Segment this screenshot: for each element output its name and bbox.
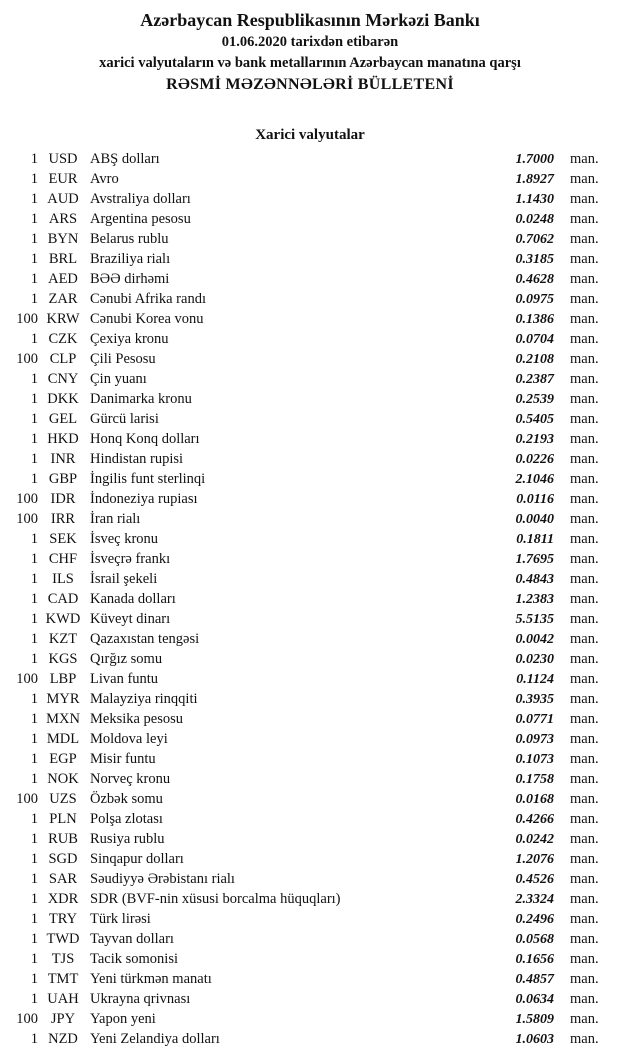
rate-value-cell: 0.0226	[515, 452, 554, 467]
currency-name-cell: Yeni türkmən manatı	[90, 971, 212, 987]
unit-label-cell: man.	[570, 191, 599, 207]
currency-name-cell: BƏƏ dirhəmi	[90, 271, 170, 287]
rate-value-cell: 1.0603	[515, 1032, 554, 1047]
currency-name-cell: Tacik somonisi	[90, 951, 178, 967]
quantity-cell: 100	[16, 791, 38, 807]
currency-name-cell: Danimarka kronu	[90, 391, 192, 407]
currency-name-cell: Kanada dolları	[90, 591, 176, 607]
rate-value-cell: 0.4526	[515, 872, 554, 887]
currency-name-cell: Avstraliya dolları	[90, 191, 191, 207]
unit-label-cell: man.	[570, 171, 599, 187]
quantity-cell: 1	[30, 531, 38, 547]
currency-code-cell: MXN	[46, 711, 80, 727]
currency-code-cell: SEK	[49, 531, 77, 547]
currency-name-cell: İsveç kronu	[90, 531, 159, 547]
unit-label-cell: man.	[570, 691, 599, 707]
currency-code-cell: USD	[48, 151, 78, 167]
unit-label-cell: man.	[570, 531, 599, 547]
rate-row	[0, 889, 620, 909]
rate-row	[0, 349, 620, 369]
currency-name-cell: Səudiyyə Ərəbistanı rialı	[90, 871, 235, 887]
rate-row	[0, 969, 620, 989]
unit-label-cell: man.	[570, 951, 599, 967]
rate-value-cell: 0.0242	[515, 832, 554, 847]
rate-row	[0, 1009, 620, 1029]
quantity-cell: 1	[30, 331, 38, 347]
currency-name-cell: Meksika pesosu	[90, 711, 184, 727]
quantity-cell: 1	[30, 391, 38, 407]
unit-label-cell: man.	[570, 211, 599, 227]
currency-name-cell: İngilis funt sterlinqi	[90, 471, 206, 487]
currency-name-cell: Honq Konq dolları	[90, 431, 200, 447]
rate-row	[0, 309, 620, 329]
currency-code-cell: UZS	[49, 791, 77, 807]
unit-label-cell: man.	[570, 391, 599, 407]
unit-label-cell: man.	[570, 871, 599, 887]
quantity-cell: 1	[30, 971, 38, 987]
currency-name-cell: Qırğız somu	[90, 651, 163, 667]
currency-code-cell: SAR	[48, 871, 78, 887]
quantity-cell: 1	[30, 911, 38, 927]
rate-row	[0, 429, 620, 449]
rate-value-cell: 0.0248	[515, 212, 554, 227]
rate-row	[0, 729, 620, 749]
currency-name-cell: Yapon yeni	[90, 1011, 156, 1027]
rate-value-cell: 0.3935	[515, 692, 554, 707]
unit-label-cell: man.	[570, 851, 599, 867]
rate-row	[0, 749, 620, 769]
rate-row	[0, 629, 620, 649]
unit-label-cell: man.	[570, 471, 599, 487]
unit-label-cell: man.	[570, 811, 599, 827]
currency-name-cell: Çexiya kronu	[90, 331, 169, 347]
unit-label-cell: man.	[570, 511, 599, 527]
rate-row	[0, 669, 620, 689]
rate-value-cell: 0.1124	[516, 672, 554, 687]
currency-name-cell: Moldova leyi	[90, 731, 168, 747]
quantity-cell: 1	[30, 591, 38, 607]
currency-code-cell: KWD	[45, 611, 81, 627]
currency-name-cell: Hindistan rupisi	[90, 451, 184, 467]
unit-label-cell: man.	[570, 971, 599, 987]
rate-value-cell: 0.4266	[515, 812, 554, 827]
currency-code-cell: HKD	[47, 431, 79, 447]
quantity-cell: 100	[16, 671, 38, 687]
rate-row	[0, 469, 620, 489]
quantity-cell: 1	[30, 611, 38, 627]
rate-value-cell: 0.0973	[515, 732, 554, 747]
currency-code-cell: LBP	[49, 671, 77, 687]
section-title-foreign-currencies: Xarici valyutalar	[255, 127, 365, 143]
unit-label-cell: man.	[570, 891, 599, 907]
bulletin-header	[0, 0, 620, 96]
currency-code-cell: XDR	[47, 891, 79, 907]
quantity-cell: 1	[30, 631, 38, 647]
unit-label-cell: man.	[570, 791, 599, 807]
quantity-cell: 1	[30, 431, 38, 447]
rate-value-cell: 1.2383	[515, 592, 554, 607]
rate-value-cell: 0.2108	[515, 352, 554, 367]
rate-row	[0, 989, 620, 1009]
quantity-cell: 100	[16, 351, 38, 367]
rate-row	[0, 909, 620, 929]
currency-name-cell: Norveç kronu	[90, 771, 171, 787]
rate-value-cell: 1.8927	[515, 172, 554, 187]
currency-name-cell: Rusiya rublu	[90, 831, 165, 847]
currency-name-cell: Çili Pesosu	[90, 351, 156, 367]
quantity-cell: 1	[30, 751, 38, 767]
currency-code-cell: IRR	[50, 511, 76, 527]
unit-label-cell: man.	[570, 931, 599, 947]
currency-name-cell: İsrail şekeli	[90, 571, 158, 587]
rate-value-cell: 0.1386	[515, 312, 554, 327]
unit-label-cell: man.	[570, 151, 599, 167]
currency-code-cell: NOK	[47, 771, 79, 787]
currency-name-cell: İran rialı	[90, 511, 141, 527]
rate-value-cell: 0.1758	[515, 772, 554, 787]
quantity-cell: 1	[30, 651, 38, 667]
rate-value-cell: 0.4857	[515, 972, 554, 987]
unit-label-cell: man.	[570, 411, 599, 427]
rate-value-cell: 0.2496	[515, 912, 554, 927]
quantity-cell: 1	[30, 171, 38, 187]
currency-code-cell: IDR	[50, 491, 76, 507]
rate-row	[0, 849, 620, 869]
rate-row	[0, 829, 620, 849]
currency-name-cell: Türk lirəsi	[90, 911, 151, 927]
rate-value-cell: 0.5405	[515, 412, 554, 427]
currency-code-cell: GEL	[48, 411, 78, 427]
unit-label-cell: man.	[570, 711, 599, 727]
unit-label-cell: man.	[570, 271, 599, 287]
currency-code-cell: UAH	[47, 991, 79, 1007]
unit-label-cell: man.	[570, 591, 599, 607]
unit-label-cell: man.	[570, 751, 599, 767]
currency-code-cell: TJS	[51, 951, 75, 967]
currency-code-cell: CNY	[47, 371, 79, 387]
quantity-cell: 1	[30, 991, 38, 1007]
rate-row	[0, 249, 620, 269]
quantity-cell: 1	[30, 931, 38, 947]
currency-code-cell: CLP	[49, 351, 77, 367]
quantity-cell: 100	[16, 311, 38, 327]
currency-name-cell: Malayziya rinqqiti	[90, 691, 198, 707]
quantity-cell: 1	[30, 231, 38, 247]
currency-code-cell: BYN	[47, 231, 79, 247]
quantity-cell: 1	[30, 251, 38, 267]
unit-label-cell: man.	[570, 1031, 599, 1047]
rate-row	[0, 789, 620, 809]
currency-code-cell: TMT	[47, 971, 79, 987]
unit-label-cell: man.	[570, 671, 599, 687]
rate-value-cell: 0.2387	[515, 372, 554, 387]
quantity-cell: 1	[30, 851, 38, 867]
currency-code-cell: PLN	[49, 811, 77, 827]
rate-value-cell: 0.1656	[515, 952, 554, 967]
rate-value-cell: 0.0168	[515, 792, 554, 807]
unit-label-cell: man.	[570, 551, 599, 567]
quantity-cell: 1	[30, 891, 38, 907]
unit-label-cell: man.	[570, 771, 599, 787]
currency-name-cell: Ukrayna qrivnası	[90, 991, 191, 1007]
rate-row	[0, 149, 620, 169]
currency-code-cell: AED	[48, 271, 78, 287]
currency-code-cell: ZAR	[48, 291, 78, 307]
unit-label-cell: man.	[570, 1011, 599, 1027]
rate-value-cell: 0.1811	[516, 532, 554, 547]
rate-row	[0, 589, 620, 609]
quantity-cell: 1	[30, 1031, 38, 1047]
currency-code-cell: CZK	[48, 331, 78, 347]
quantity-cell: 100	[16, 511, 38, 527]
rate-value-cell: 0.2193	[515, 432, 554, 447]
currency-code-cell: GBP	[48, 471, 78, 487]
rate-row	[0, 709, 620, 729]
currency-code-cell: ARS	[48, 211, 78, 227]
currency-code-cell: KZT	[48, 631, 78, 647]
quantity-cell: 1	[30, 871, 38, 887]
bulletin-title: RƏSMİ MƏZƏNNƏLƏRİ BÜLLETENİ	[166, 76, 454, 93]
currency-name-cell: Çin yuanı	[90, 371, 147, 387]
quantity-cell: 100	[16, 1011, 38, 1027]
currency-name-cell: Özbək somu	[90, 791, 163, 807]
unit-label-cell: man.	[570, 631, 599, 647]
currency-code-cell: DKK	[47, 391, 79, 407]
unit-label-cell: man.	[570, 831, 599, 847]
rate-row	[0, 569, 620, 589]
rate-row	[0, 289, 620, 309]
quantity-cell: 1	[30, 771, 38, 787]
currency-code-cell: EUR	[48, 171, 78, 187]
currency-code-cell: NZD	[48, 1031, 78, 1047]
unit-label-cell: man.	[570, 571, 599, 587]
rate-row	[0, 389, 620, 409]
currency-name-cell: Gürcü larisi	[90, 411, 159, 427]
unit-label-cell: man.	[570, 371, 599, 387]
quantity-cell: 100	[16, 491, 38, 507]
currency-code-cell: RUB	[48, 831, 78, 847]
rate-value-cell: 0.0634	[515, 992, 554, 1007]
quantity-cell: 1	[30, 271, 38, 287]
rate-value-cell: 0.0704	[515, 332, 554, 347]
rate-value-cell: 1.7000	[515, 152, 554, 167]
currency-name-cell: Cənubi Korea vonu	[90, 311, 204, 327]
rate-value-cell: 1.7695	[515, 552, 554, 567]
effective-date-line: 01.06.2020 tarixdən etibarən	[221, 34, 399, 50]
rate-value-cell: 1.2076	[515, 852, 554, 867]
currency-name-cell: Livan funtu	[90, 671, 159, 687]
currency-name-cell: Qazaxıstan tengəsi	[90, 631, 200, 647]
rate-value-cell: 0.0568	[515, 932, 554, 947]
rate-row	[0, 929, 620, 949]
rate-row	[0, 529, 620, 549]
unit-label-cell: man.	[570, 311, 599, 327]
unit-label-cell: man.	[570, 431, 599, 447]
unit-label-cell: man.	[570, 231, 599, 247]
rate-value-cell: 2.1046	[515, 472, 554, 487]
rate-row	[0, 229, 620, 249]
currency-code-cell: CAD	[47, 591, 79, 607]
rate-value-cell: 0.0040	[515, 512, 554, 527]
rate-row	[0, 609, 620, 629]
rate-row	[0, 489, 620, 509]
unit-label-cell: man.	[570, 291, 599, 307]
currency-name-cell: Braziliya rialı	[90, 251, 171, 267]
rate-value-cell: 0.0975	[515, 292, 554, 307]
currency-name-cell: ABŞ dolları	[90, 151, 160, 167]
rate-row	[0, 809, 620, 829]
currency-code-cell: KGS	[48, 651, 78, 667]
unit-label-cell: man.	[570, 911, 599, 927]
unit-label-cell: man.	[570, 991, 599, 1007]
quantity-cell: 1	[30, 191, 38, 207]
currency-code-cell: TWD	[46, 931, 80, 947]
rate-row	[0, 509, 620, 529]
rate-row	[0, 209, 620, 229]
quantity-cell: 1	[30, 711, 38, 727]
unit-label-cell: man.	[570, 651, 599, 667]
currency-name-cell: İndoneziya rupiası	[90, 491, 198, 507]
subject-line: xarici valyutaların və bank metallarının Azərbaycan manatına qarşı	[99, 55, 521, 71]
quantity-cell: 1	[30, 451, 38, 467]
rate-value-cell: 0.0771	[515, 712, 554, 727]
currency-code-cell: INR	[50, 451, 76, 467]
currency-code-cell: SGD	[48, 851, 78, 867]
rate-row	[0, 949, 620, 969]
rate-value-cell: 0.4843	[515, 572, 554, 587]
quantity-cell: 1	[30, 291, 38, 307]
rate-value-cell: 0.7062	[515, 232, 554, 247]
quantity-cell: 1	[30, 151, 38, 167]
quantity-cell: 1	[30, 571, 38, 587]
rate-row	[0, 649, 620, 669]
currency-code-cell: CHF	[48, 551, 78, 567]
quantity-cell: 1	[30, 551, 38, 567]
currency-name-cell: Cənubi Afrika randı	[90, 291, 206, 307]
rate-value-cell: 1.5809	[515, 1012, 554, 1027]
rate-value-cell: 2.3324	[515, 892, 554, 907]
quantity-cell: 1	[30, 411, 38, 427]
unit-label-cell: man.	[570, 251, 599, 267]
rate-row	[0, 369, 620, 389]
unit-label-cell: man.	[570, 351, 599, 367]
currency-code-cell: KRW	[46, 311, 80, 327]
rate-row	[0, 689, 620, 709]
currency-code-cell: EGP	[49, 751, 77, 767]
currency-name-cell: Misir funtu	[90, 751, 156, 767]
quantity-cell: 1	[30, 951, 38, 967]
rate-row	[0, 1029, 620, 1049]
quantity-cell: 1	[30, 731, 38, 747]
currency-name-cell: Argentina pesosu	[90, 211, 191, 227]
rate-value-cell: 1.1430	[515, 192, 554, 207]
rate-row	[0, 269, 620, 289]
rate-value-cell: 0.0042	[515, 632, 554, 647]
rate-value-cell: 0.0230	[515, 652, 554, 667]
rates-table	[0, 149, 620, 1049]
quantity-cell: 1	[30, 211, 38, 227]
rate-row	[0, 549, 620, 569]
quantity-cell: 1	[30, 831, 38, 847]
rate-row	[0, 869, 620, 889]
rate-row	[0, 189, 620, 209]
currency-name-cell: Polşa zlotası	[90, 811, 163, 827]
rate-value-cell: 0.1073	[515, 752, 554, 767]
unit-label-cell: man.	[570, 331, 599, 347]
currency-name-cell: Sinqapur dolları	[90, 851, 184, 867]
currency-name-cell: Belarus rublu	[90, 231, 169, 247]
bank-name: Azərbaycan Respublikasının Mərkəzi Bankı	[140, 10, 480, 30]
currency-name-cell: Avro	[90, 171, 119, 187]
rate-value-cell: 0.3185	[515, 252, 554, 267]
rate-value-cell: 5.5135	[515, 612, 554, 627]
quantity-cell: 1	[30, 691, 38, 707]
quantity-cell: 1	[30, 811, 38, 827]
quantity-cell: 1	[30, 371, 38, 387]
rate-row	[0, 329, 620, 349]
rate-row	[0, 449, 620, 469]
rate-row	[0, 409, 620, 429]
currency-name-cell: Yeni Zelandiya dolları	[90, 1031, 220, 1047]
currency-code-cell: MDL	[46, 731, 80, 747]
rate-value-cell: 0.0116	[516, 492, 554, 507]
currency-code-cell: ILS	[52, 571, 74, 587]
unit-label-cell: man.	[570, 491, 599, 507]
rate-row	[0, 169, 620, 189]
unit-label-cell: man.	[570, 611, 599, 627]
currency-code-cell: JPY	[50, 1011, 76, 1027]
currency-code-cell: BRL	[48, 251, 78, 267]
currency-code-cell: AUD	[47, 191, 79, 207]
rate-value-cell: 0.2539	[515, 392, 554, 407]
quantity-cell: 1	[30, 471, 38, 487]
currency-name-cell: İsveçrə frankı	[90, 551, 171, 567]
currency-code-cell: MYR	[46, 691, 80, 707]
currency-name-cell: Tayvan dolları	[90, 931, 174, 947]
unit-label-cell: man.	[570, 731, 599, 747]
unit-label-cell: man.	[570, 451, 599, 467]
rate-value-cell: 0.4628	[515, 272, 554, 287]
currency-code-cell: TRY	[48, 911, 78, 927]
rate-row	[0, 769, 620, 789]
currency-name-cell: SDR (BVF-nin xüsusi borcalma hüquqları)	[90, 891, 341, 907]
currency-name-cell: Küveyt dinarı	[90, 611, 171, 627]
